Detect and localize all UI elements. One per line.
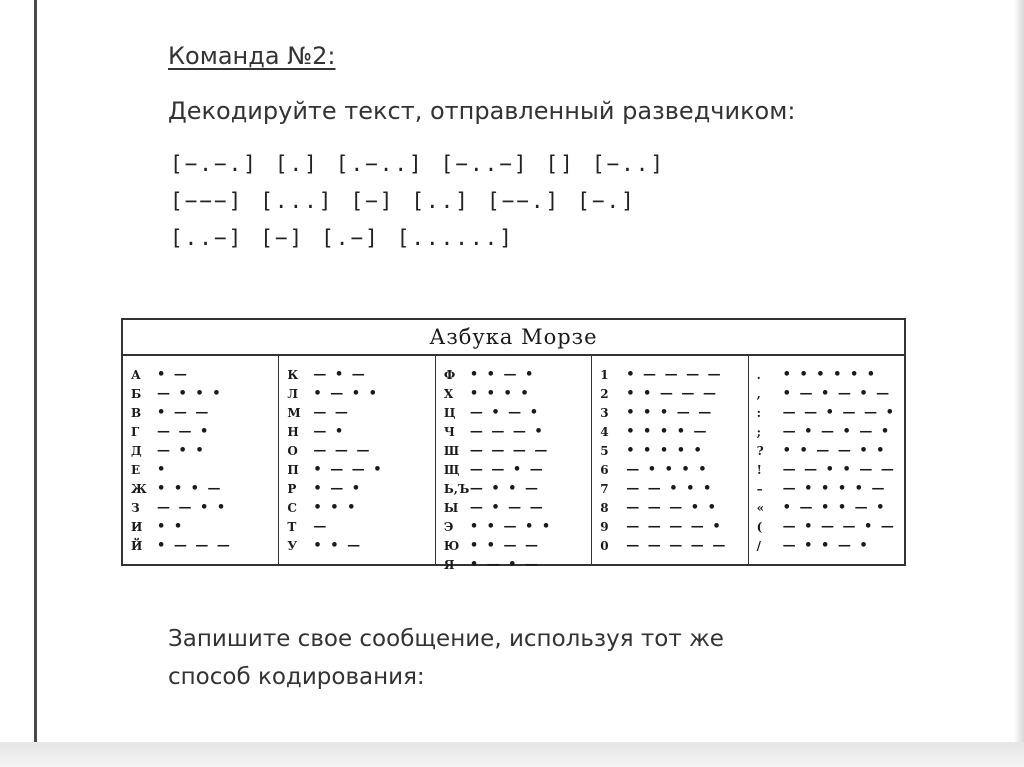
morse-symbol: ? — [756, 443, 764, 458]
morse-symbol: Н — [287, 424, 299, 439]
instruction-note — [168, 620, 724, 696]
morse-symbol: . — [756, 367, 761, 382]
morse-code: • — — — [157, 405, 211, 420]
morse-row — [131, 384, 278, 403]
morse-row — [444, 536, 591, 555]
morse-row — [287, 403, 434, 422]
coded-group: [] — [545, 152, 575, 176]
morse-code: — • — • — • — [782, 424, 892, 439]
coded-group: [−] — [350, 189, 395, 213]
morse-row — [757, 403, 904, 422]
morse-symbol: 4 — [600, 424, 609, 439]
morse-symbol: О — [287, 443, 298, 458]
morse-code: • • • • • • — [782, 367, 878, 382]
morse-symbol: К — [287, 367, 299, 382]
morse-code: • — • • — [313, 386, 379, 401]
coded-group: [−.−.] — [170, 152, 258, 176]
morse-code: — — • • — — — [782, 462, 896, 477]
morse-symbol: И — [131, 519, 143, 534]
morse-symbol: 8 — [600, 500, 609, 515]
coded-line — [170, 183, 682, 220]
morse-symbol: Ч — [443, 424, 455, 439]
morse-symbol: Х — [443, 386, 454, 401]
task-text: Декодируйте текст, отправленный разведчиком: — [168, 97, 796, 125]
morse-row — [131, 441, 278, 460]
morse-column-letters-1 — [123, 356, 279, 566]
morse-row — [444, 403, 591, 422]
morse-row — [444, 441, 591, 460]
instruction-line-1: Запишите свое сообщение, используя тот же — [168, 626, 724, 652]
morse-row — [287, 498, 434, 517]
coded-group: [......] — [396, 226, 514, 250]
morse-symbol: 7 — [600, 481, 609, 496]
morse-code: • — — — — — [626, 367, 723, 382]
coded-group: [..−] — [170, 226, 244, 250]
morse-row — [757, 422, 904, 441]
morse-row — [757, 384, 904, 403]
morse-code: • — • — [313, 481, 363, 496]
morse-symbol: Э — [443, 519, 454, 534]
morse-row — [287, 441, 434, 460]
instruction-line-2: способ кодирования: — [168, 664, 425, 690]
morse-table-title: Азбука Морзе — [123, 320, 904, 356]
morse-code: — — • • • — [626, 481, 714, 496]
morse-row — [757, 365, 904, 384]
slide-bottom-edge — [0, 742, 1024, 767]
morse-code: — • — — — [469, 500, 545, 515]
morse-symbol: : — [756, 405, 762, 420]
coded-group: [−..−] — [440, 152, 529, 176]
slide-right-shadow — [1014, 0, 1024, 767]
morse-symbol: Ш — [443, 443, 460, 458]
morse-code: — • • — • — [782, 538, 870, 553]
coded-group: [−−−] — [170, 189, 244, 213]
morse-row — [444, 422, 591, 441]
morse-symbol: / — [756, 538, 762, 553]
morse-column-digits — [592, 356, 748, 566]
morse-column-letters-3 — [436, 356, 592, 572]
morse-code: • • — — — — [626, 386, 718, 401]
morse-column-punctuation — [749, 356, 904, 566]
morse-code: — • • • • — — [782, 481, 887, 496]
morse-symbol: П — [287, 462, 299, 477]
morse-symbol: 6 — [600, 462, 609, 477]
morse-code: — • — — [313, 367, 367, 382]
coded-line — [170, 146, 682, 183]
morse-row — [757, 479, 904, 498]
coded-group: [−.] — [577, 189, 636, 213]
morse-row — [757, 498, 904, 517]
morse-symbol: Я — [443, 557, 455, 572]
coded-group: [−..] — [591, 152, 666, 176]
morse-symbol: Е — [131, 462, 141, 477]
morse-code: • • — — [313, 538, 363, 553]
morse-symbol: Д — [131, 443, 142, 458]
morse-code: — — — — • — [626, 519, 723, 534]
morse-symbol: Р — [287, 481, 297, 496]
morse-code: • • • — [313, 500, 358, 515]
morse-symbol: 3 — [600, 405, 609, 420]
morse-symbol: Ь,Ъ — [443, 481, 470, 496]
morse-code: — • • • • — [626, 462, 709, 477]
morse-code: • • • — — — [626, 405, 714, 420]
morse-symbol: « — [756, 500, 765, 515]
morse-code: — — [313, 519, 329, 534]
morse-row — [131, 365, 278, 384]
morse-symbol: Ж — [131, 481, 147, 496]
morse-code: — — — [313, 405, 350, 420]
morse-code: • — — [157, 367, 189, 382]
morse-columns — [123, 356, 904, 572]
morse-row — [287, 384, 434, 403]
morse-code: — • — — • — — [782, 519, 896, 534]
morse-row — [600, 536, 747, 555]
coded-message — [170, 146, 682, 257]
morse-code: • • • • — — [626, 424, 709, 439]
morse-code: — — — • • — [626, 500, 718, 515]
morse-symbol: Ф — [443, 367, 456, 382]
morse-row — [131, 460, 278, 479]
morse-symbol: ( — [756, 519, 763, 534]
morse-symbol: З — [131, 500, 140, 515]
morse-code: — • • • — [157, 386, 223, 401]
morse-code: • — • — — [469, 557, 541, 572]
morse-row — [131, 498, 278, 517]
morse-symbol: 1 — [600, 367, 609, 382]
morse-code: — — — — [313, 443, 372, 458]
coded-group: [−−.] — [486, 189, 561, 213]
morse-code: • • • — — [157, 481, 223, 496]
morse-symbol: 2 — [600, 386, 609, 401]
morse-row — [131, 403, 278, 422]
morse-row — [600, 384, 747, 403]
morse-symbol: А — [131, 367, 141, 382]
morse-code: • • — • • — [469, 519, 553, 534]
morse-row — [600, 460, 747, 479]
morse-code: — • • — [157, 443, 206, 458]
morse-code: • • — — • • — [782, 443, 887, 458]
morse-table — [121, 318, 906, 572]
morse-symbol: Й — [131, 538, 143, 553]
morse-code: • • • • — [469, 386, 531, 401]
morse-row — [600, 422, 747, 441]
morse-row — [444, 517, 591, 536]
morse-code: — — • • — [157, 500, 228, 515]
morse-symbol: 9 — [600, 519, 609, 534]
morse-symbol: – — [756, 481, 763, 496]
morse-row — [444, 498, 591, 517]
coded-group: [.] — [274, 152, 319, 176]
morse-row — [287, 517, 434, 536]
morse-row — [444, 365, 591, 384]
morse-code: — — — • — [469, 424, 545, 439]
morse-code: • • — [157, 519, 185, 534]
morse-row — [600, 479, 747, 498]
morse-symbol: Ю — [443, 538, 460, 553]
morse-symbol: Л — [287, 386, 299, 401]
morse-row — [444, 555, 591, 574]
morse-code: • — • — • — — [782, 386, 892, 401]
morse-code: • — — — — [157, 538, 232, 553]
morse-row — [600, 365, 747, 384]
morse-row — [444, 384, 591, 403]
morse-symbol: Г — [131, 424, 140, 439]
morse-row — [131, 536, 278, 555]
slide-left-border — [34, 0, 37, 742]
morse-symbol: Т — [287, 519, 297, 534]
morse-row — [757, 536, 904, 555]
morse-symbol: С — [287, 500, 297, 515]
morse-code: — • — [313, 424, 346, 439]
morse-symbol: 0 — [600, 538, 609, 553]
morse-code: • • • • • — [626, 443, 704, 458]
morse-row — [757, 517, 904, 536]
morse-code: • • — • — [469, 367, 536, 382]
morse-symbol: 5 — [600, 443, 609, 458]
morse-row — [287, 479, 434, 498]
morse-row — [444, 460, 591, 479]
morse-code: — — • — [157, 424, 211, 439]
coded-group: [...] — [260, 189, 334, 213]
morse-row — [600, 517, 747, 536]
morse-row — [287, 422, 434, 441]
morse-symbol: Б — [131, 386, 142, 401]
morse-code: — — • — — • — [782, 405, 896, 420]
morse-code: • • — — — [469, 538, 541, 553]
coded-group: [−] — [260, 226, 305, 250]
morse-symbol: , — [756, 386, 761, 401]
coded-group: [..] — [411, 189, 470, 213]
morse-row — [757, 441, 904, 460]
morse-symbol: Щ — [443, 462, 460, 477]
morse-code: — — • — — [469, 462, 545, 477]
morse-row — [131, 422, 278, 441]
coded-group: [.−] — [321, 226, 380, 250]
morse-code: • — — • — [313, 462, 384, 477]
morse-symbol: У — [287, 538, 298, 553]
morse-row — [600, 403, 747, 422]
morse-row — [287, 365, 434, 384]
morse-code: — • • — — [469, 481, 541, 496]
morse-row — [757, 460, 904, 479]
morse-row — [600, 498, 747, 517]
morse-symbol: Ц — [443, 405, 456, 420]
morse-row — [131, 479, 278, 498]
morse-row — [600, 441, 747, 460]
morse-symbol: М — [287, 405, 301, 420]
morse-code: — • — • — [469, 405, 541, 420]
coded-group: [.−..] — [335, 152, 424, 176]
morse-code: • — • • — • — [782, 500, 887, 515]
morse-row — [131, 517, 278, 536]
morse-symbol: В — [131, 405, 142, 420]
morse-code: — — — — — [469, 443, 550, 458]
morse-column-letters-2 — [279, 356, 435, 566]
morse-row — [287, 536, 434, 555]
morse-code: • — [157, 462, 168, 477]
morse-row — [444, 479, 591, 498]
coded-line — [170, 220, 682, 257]
page-title: Команда №2: — [168, 42, 336, 70]
morse-symbol: Ы — [443, 500, 459, 515]
morse-code: — — — — — — [626, 538, 728, 553]
morse-row — [287, 460, 434, 479]
morse-symbol: ; — [756, 424, 762, 439]
morse-symbol: ! — [756, 462, 762, 477]
